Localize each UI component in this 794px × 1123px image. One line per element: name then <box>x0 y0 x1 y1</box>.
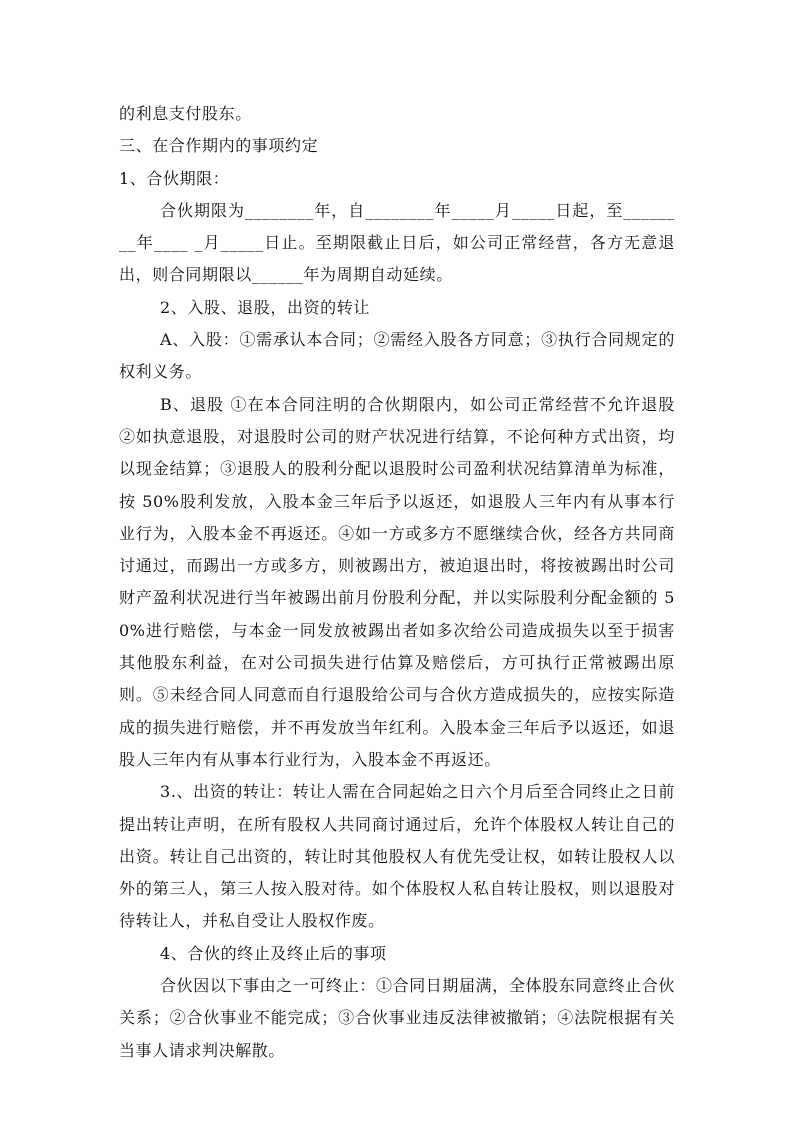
document-body <box>119 98 675 1067</box>
paragraph-interest-payment: 的利息支付股东。 <box>119 104 252 123</box>
paragraph-termination: 合伙因以下事由之一可终止：①合同日期届满，全体股东同意终止合伙关系；②合伙事业不能完成；③合伙事业违反法律被撤销；④法院根据有关当事人请求判决解散。 <box>119 976 675 1060</box>
paragraph-capital-transfer: 3.、出资的转让：转让人需在合同起始之日六个月后至合同终止之日前提出转让声明，在所有股权人共同商讨通过后，允许个体股权人转让自己的出资。转让自己出资的，转让时其他股权人有优先受让权，如转让股权人以外的第三人，第三人按入股对待。如个体股权人私自转让股权，则以退股对待转让人，并私自受让人股权作废。 <box>119 782 675 931</box>
paragraph-partnership-term: 合伙期限为________年，自________年_____月_____日起，至________年____ _月_____日止。至期限截止日后，如公司正常经营，各方无意退出，则合同期限以______年为周期自动延续。 <box>119 200 675 285</box>
section-heading-cooperation-period: 三、在合作期内的事项约定 <box>119 136 319 156</box>
subheading-share-transfer: 2、入股、退股，出资的转让 <box>160 297 370 317</box>
paragraph-withdrawal: B、退股 ①在本合同注明的合伙期限内，如公司正常经营不允许退股 ②如执意退股，对退股时公司的财产状况进行结算，不论何种方式出资，均以现金结算；③退股人的股利分配以退股时公司盈利状况结算清单为标准，按 50%股利发放，入股本金三年后予以返还，如退股人三年内有从事本行业行为，入股本金不再返还。④如一方或多方不愿继续合伙，经各方共同商讨通过，而踢出一方或多方，则被踢出方，被迫退出时，将按被踢出时公司财产盈利状况进行当年被踢出前月份股利分配，并以实际股利分配金额的 50%进行赔偿，与本金一同发放被踢出者如多次给公司造成损失以至于损害其他股东利益，在对公司损失进行估算及赔偿后，方可执行正常被踢出原则。⑤未经合同人同意而自行退股给公司与合伙方造成损失的，应按实际造成的损失进行赔偿，并不再发放当年红利。入股本金三年后予以返还，如退股人三年内有从事本行业行为，入股本金不再返还。 <box>119 394 675 769</box>
subheading-partnership-term: 1、合伙期限： <box>119 168 230 188</box>
paragraph-joining: A、入股：①需承认本合同；②需经入股各方同意；③执行合同规定的权利义务。 <box>119 330 675 382</box>
subheading-termination: 4、合伙的终止及终止后的事项 <box>160 943 387 963</box>
